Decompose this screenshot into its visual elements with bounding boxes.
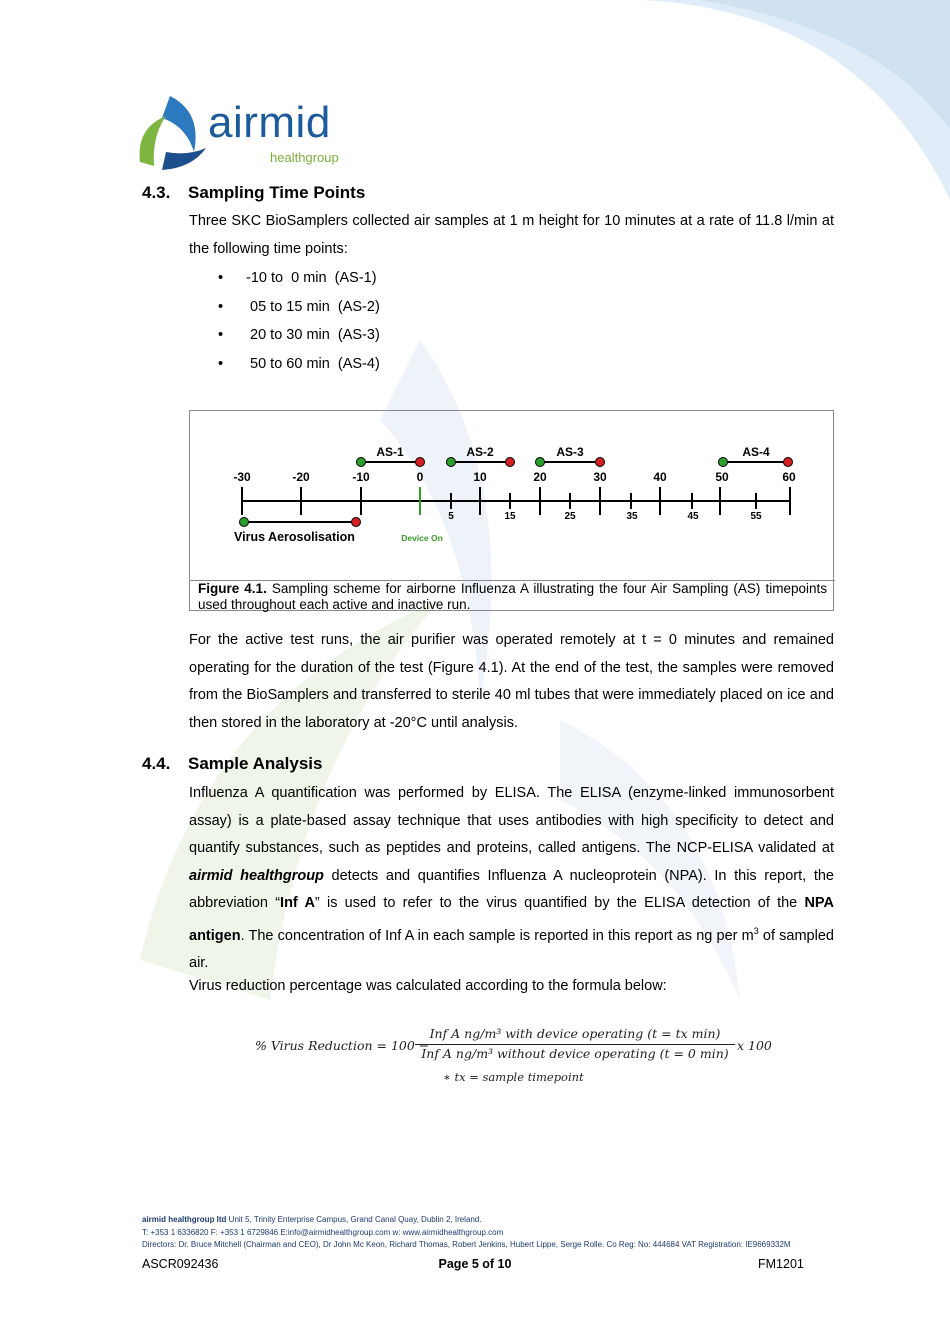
- as2-label: AS-2: [466, 445, 494, 459]
- figure-4-1: [189, 410, 834, 611]
- as1-end-dot: [416, 458, 425, 467]
- as3-end-dot: [596, 458, 605, 467]
- bullet-item: • 20 to 30 min (AS-3): [218, 327, 380, 343]
- figure-caption: Figure 4.1. Sampling scheme for airborne Influenza A illustrating the four Air Sampling (AS) timepoints used throughout each active and inactive run.: [190, 580, 835, 613]
- brand-name: airmid healthgroup: [189, 867, 324, 884]
- section-number: 4.4.: [142, 754, 171, 773]
- formula-note: ∗ tx = sample timepoint: [443, 1070, 584, 1084]
- tick-label: -20: [292, 470, 310, 484]
- sampling-intro-paragraph: Three SKC BioSamplers collected air samples at 1 m height for 10 minutes at a rate of 11.8 l/min at the following time points:: [189, 213, 834, 257]
- bullet-item: • -10 to 0 min (AS-1): [218, 270, 377, 286]
- formula-numerator: Inf A ng/m³ with device operating (t = tx min): [429, 1026, 721, 1041]
- section-heading-4-3: [142, 183, 365, 203]
- as4-start-dot: [719, 458, 728, 467]
- timeline-diagram: [190, 411, 833, 579]
- formula-rhs: x 100: [737, 1038, 772, 1053]
- aerosol-label: Virus Aerosolisation: [234, 530, 355, 544]
- aerosol-end-dot: [352, 518, 361, 527]
- section-heading-4-4: [142, 754, 323, 774]
- aerosol-start-dot: [240, 518, 249, 527]
- as2-end-dot: [506, 458, 515, 467]
- minor-tick-label: 25: [564, 511, 576, 522]
- section-title: Sampling Time Points: [188, 183, 366, 202]
- logo-subtitle: healthgroup: [270, 150, 339, 165]
- virus-reduction-formula: [255, 1020, 775, 1090]
- sample-analysis-paragraph: Influenza A quantification was performed by ELISA. The ELISA (enzyme-linked immunosorbent assay) is a plate-based assay technique that uses antibodies with high specificity to detect and quantify substances, such as peptides and proteins, called antigens. The NCP-ELISA validated at airmid healthgroup detects and quantifies Influenza A nucleoprotein (NPA). In this report, the abbreviation “Inf A” is used to refer to the virus quantified by the ELISA detection of the NPA antigen. The concentration of Inf A in each sample is reported in this report as ng per $m^3$ of sampled air.: [189, 785, 834, 971]
- tick-label: -10: [352, 470, 370, 484]
- logo-wordmark: airmid: [208, 98, 331, 147]
- company-footer: airmid healthgroup ltd Unit 5, Trinity Enterprise Campus, Grand Canal Quay, Dublin 2, Ireland. T: +353 1 6336820 F: +353 1 6729846 E:info@airmidhealthgroup.com w: www.airmidhealthgroup.com Directors: Dr. Bruce Mitchell (Chairman and CEO), Dr John Mc Keon, Richard Thomas, Robert Jenkins, Hubert Lippe, Serge Rolle. Co Reg: No: 444684 VAT Registration: IE9669332M: [142, 1215, 791, 1249]
- as3-label: AS-3: [556, 445, 584, 459]
- device-on-label: Device On: [401, 533, 443, 543]
- section-title: Sample Analysis: [188, 754, 323, 773]
- minor-tick-label: 35: [626, 511, 638, 522]
- company-logo: [132, 92, 372, 172]
- minor-tick-label: 45: [687, 511, 699, 522]
- document-reference: ASCR092436: [142, 1257, 219, 1271]
- as1-label: AS-1: [376, 445, 404, 459]
- fraction-bar: [415, 1044, 735, 1045]
- logo-swirl-icon: [132, 92, 208, 172]
- as1-start-dot: [357, 458, 366, 467]
- tick-label: 60: [782, 470, 796, 484]
- as4-end-dot: [784, 458, 793, 467]
- page-number: Page 5 of 10: [438, 1257, 512, 1271]
- tick-label: 50: [715, 470, 729, 484]
- section-number: 4.3.: [142, 183, 171, 202]
- minor-tick-label: 15: [504, 511, 516, 522]
- minor-tick-label: 5: [448, 511, 454, 522]
- tick-label: 30: [593, 470, 607, 484]
- form-number: FM1201: [758, 1257, 804, 1271]
- bullet-item: • 05 to 15 min (AS-2): [218, 299, 380, 315]
- active-runs-paragraph: For the active test runs, the air purifier was operated remotely at t = 0 minutes and remained operating for the duration of the test (Figure 4.1). At the end of the test, the samples were removed from the BioSamplers and transferred to sterile 40 ml tubes that were immediately placed on ice and then stored in the laboratory at -20°C until analysis.: [189, 632, 834, 731]
- as3-start-dot: [536, 458, 545, 467]
- formula-lhs: % Virus Reduction = 100 −: [255, 1038, 430, 1053]
- tick-label: 10: [473, 470, 487, 484]
- tick-label: 20: [533, 470, 547, 484]
- as4-label: AS-4: [742, 445, 770, 459]
- tick-label: 0: [416, 470, 424, 484]
- tick-label: 40: [653, 470, 667, 484]
- bullet-item: • 50 to 60 min (AS-4): [218, 356, 380, 372]
- minor-tick-label: 55: [750, 511, 762, 522]
- formula-intro-paragraph: Virus reduction percentage was calculated according to the formula below:: [189, 978, 667, 994]
- as2-start-dot: [447, 458, 456, 467]
- formula-denominator: Inf A ng/m³ without device operating (t = 0 min): [421, 1046, 729, 1061]
- tick-label: -30: [233, 470, 251, 484]
